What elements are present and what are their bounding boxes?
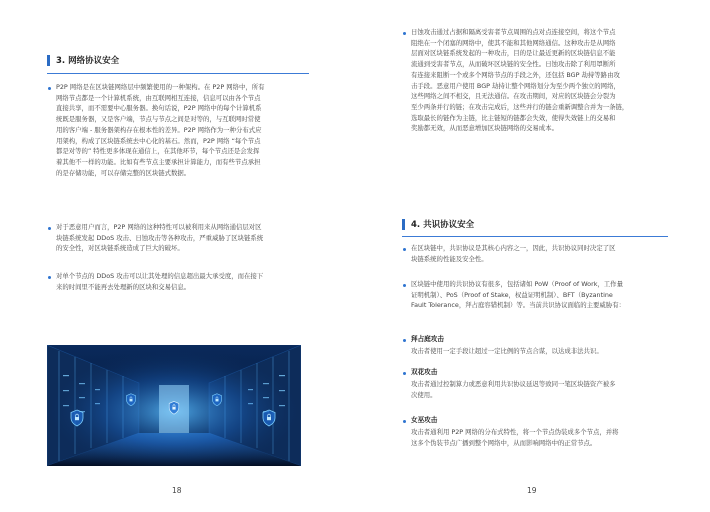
page-number: 19 <box>527 486 537 495</box>
text-line: 块链系统发起 DDoS 攻击、日蚀攻击等各种攻击，严重威胁了区块链系统 <box>56 233 264 242</box>
right-page <box>355 0 710 512</box>
text-line: 证明机制）、PoS（Proof of Stake，权益证明机制）、BFT（Byzantine <box>411 290 613 299</box>
description-byzantine-attack <box>411 346 673 357</box>
bullet <box>403 284 406 287</box>
page-number: 18 <box>172 486 182 495</box>
text-line: 奖励都无效，从而恶意增加区块链网络的交易成本。 <box>411 124 558 133</box>
text-line: 有连接来阻断一个或多个网络节点的手段之外，还包括 BGP 劫持等路由攻 <box>411 70 620 79</box>
text-line: 日蚀攻击通过占据和隔离受害者节点周围的点对点连接空间，将这个节点 <box>411 28 616 36</box>
section-title-network <box>47 54 119 66</box>
text-line: 对单个节点的 DDoS 攻击可以让其处理的信息超出最大承受度，而在接下 <box>56 272 264 280</box>
term-double-spend-attack: 双花攻击 <box>411 368 438 376</box>
text-line: 在区块链中，共识协议是其核心内容之一，因此，共识协议同时决定了区 <box>411 244 616 252</box>
text-line: P2P 网络是在区块链网络层中频繁使用的一种架构。在 P2P 网络中，所有 <box>56 83 265 91</box>
bullet <box>403 420 406 423</box>
bullet <box>48 276 51 279</box>
paragraph-malicious-users <box>56 222 312 254</box>
bullet <box>48 87 51 90</box>
description-sybil-attack <box>411 427 673 448</box>
bullet <box>403 372 406 375</box>
section-title-text: 4. 共识协议安全 <box>411 220 475 230</box>
text-line: 统既是服务器，又是客户端，节点与节点之间是对等的，与互联网时常使 <box>56 115 261 124</box>
text-line: 这些网络之间不相交，且无法通信。在攻击期间，对应的区块链会分裂为 <box>411 92 616 101</box>
bullet <box>403 339 406 342</box>
bullet <box>403 248 406 251</box>
paragraph-consensus-types <box>411 279 673 311</box>
text-line: 的是存储功能，可以存储完整的区块链式数据。 <box>56 168 191 177</box>
text-line: 攻击者使用一定手段让超过一定比例的节点合谋，以达成非法共识。 <box>411 347 603 355</box>
text-line: 阻绝在一个闭塞的网络中，使其不能和其他网络通信。这种攻击是从网络 <box>411 38 616 47</box>
paragraph-eclipse-attack <box>411 27 673 134</box>
description-double-spend-attack <box>411 379 673 400</box>
paragraph-consensus-core <box>411 243 673 264</box>
bullet <box>403 32 406 35</box>
text-line: 对于恶意用户而言，P2P 网络的这种特性可以被利用来从网络通信层对区 <box>56 223 262 231</box>
section-rule <box>47 73 309 74</box>
text-line: 着其他不一样的功能。比如有些节点主要承担计算能力，而有些节点承担 <box>56 157 261 166</box>
server-room-illustration <box>47 345 301 466</box>
text-line: 来的时间里不能再去处理新的区块和交易信息。 <box>56 282 191 291</box>
paragraph-ddos <box>56 271 312 292</box>
title-accent-bar <box>47 55 50 66</box>
text-line: 至少两条并行的链；在攻击完成后，这些并行的链会重新调整合并为一条链， <box>411 102 629 111</box>
text-line: 用的客户端 - 服务器架构存在根本性的差异。P2P 网络作为一种分布式应 <box>56 125 262 134</box>
paragraph-p2p <box>56 82 312 178</box>
section-rule <box>402 236 668 237</box>
text-line: 用架构，构成了区块链系统去中心化的基石。然而，P2P 网络 “每个节点 <box>56 136 261 145</box>
text-line: 直接共享，而不需要中心服务器。换句话说，P2P 网络中的每个计算机系 <box>56 104 262 113</box>
text-line: Fault Tolerance，拜占庭容错机制）等。当前共识协议面临的主要威胁有： <box>411 301 625 310</box>
text-line: 流通到受害者节点，从而破坏区块链的安全性。日蚀攻击除了利用罩断所 <box>411 60 616 69</box>
text-line: 次使用。 <box>411 390 437 399</box>
text-line: 攻击者通利用 P2P 网络的分布式特性，将一个节点伪装成多个节点，并将 <box>411 428 619 436</box>
server-room-graphic <box>47 345 301 466</box>
term-byzantine-attack: 拜占庭攻击 <box>411 335 444 343</box>
text-line: 块链系统的性能及安全性。 <box>411 254 488 263</box>
text-line: 攻击者通过控制算力或恶意利用共识协议延迟等致同一笔区块链资产被多 <box>411 380 616 388</box>
text-line: 选取最长的链作为主链，比主链短的链都会失效，使得失效链上的交易和 <box>411 113 616 122</box>
text-line: 都是对等的” 特性更多体现在通信上，在其他环节，每个节点还是会发挥 <box>56 147 260 156</box>
section-title-text: 3. 网络协议安全 <box>56 56 120 66</box>
text-line: 的安全性，对区块链系统造成了巨大的破坏。 <box>56 244 184 253</box>
bullet <box>48 227 51 230</box>
text-line: 击手段。恶意用户使用 BGP 劫持让整个网络划分为至少两个独立的网络， <box>411 81 620 90</box>
section-title-consensus <box>402 218 474 230</box>
text-line: 层面对区块链系统发起的一种攻击，目的是让最近更新的区块链信息不能 <box>411 49 616 58</box>
text-line: 这多个伪装节点广播到整个网络中，从而影响网络中的正常节点。 <box>411 438 597 447</box>
title-accent-bar <box>402 219 405 230</box>
text-line: 网络节点都是一个计算机系统，由互联网相互连接，信息可以由各个节点 <box>56 93 261 102</box>
text-line: 区块链中使用的共识协议有很多，包括诸如 PoW（Proof of Work，工作量 <box>411 280 623 288</box>
term-sybil-attack: 女巫攻击 <box>411 416 438 424</box>
